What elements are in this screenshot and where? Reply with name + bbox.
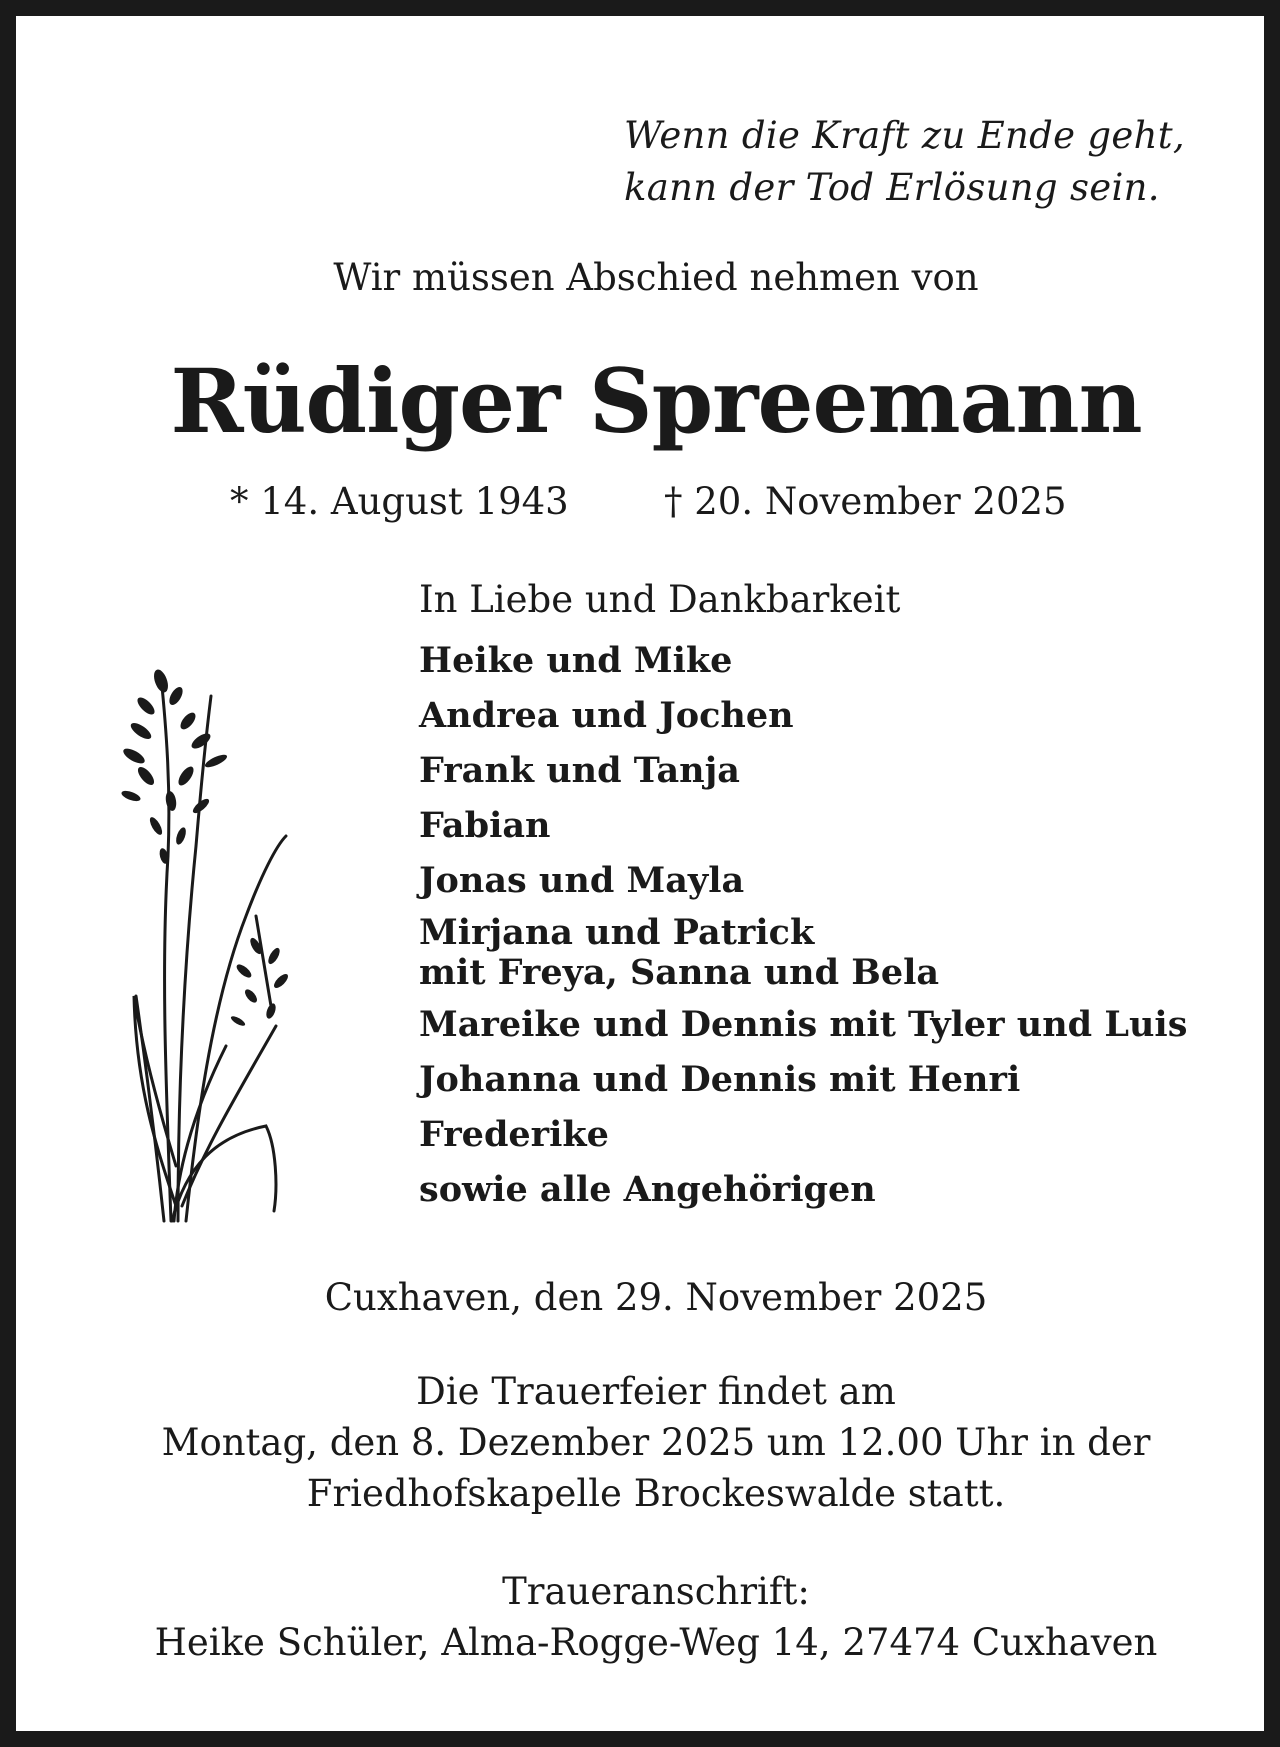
mourner-entry bbox=[419, 1167, 1187, 1213]
place-and-date: Cuxhaven, den 29. November 2025 bbox=[324, 1276, 988, 1319]
intro-text: Wir müssen Abschied nehmen von bbox=[333, 256, 979, 299]
deceased-name: Rüdiger Spreemann bbox=[170, 349, 1142, 453]
mourner-entry bbox=[419, 913, 1187, 993]
mourner-name: Frank und Tanja bbox=[419, 750, 740, 791]
address-value: Heike Schüler, Alma-Rogge-Weg 14, 27474 Cuxhaven bbox=[154, 1621, 1158, 1664]
dedication-text: In Liebe und Dankbarkeit bbox=[419, 578, 901, 621]
grass-icon bbox=[116, 666, 316, 1226]
mourner-name: Heike und Mike bbox=[419, 640, 733, 681]
mourner-name: Mirjana und Patrick bbox=[419, 912, 815, 953]
mourner-name: Andrea und Jochen bbox=[419, 695, 794, 736]
motto-line-1: Wenn die Kraft zu Ende geht, bbox=[624, 114, 1185, 157]
mourner-entry bbox=[419, 1112, 1187, 1158]
service-line-1: Die Trauerfeier findet am bbox=[416, 1370, 896, 1413]
funeral-service-info bbox=[16, 1366, 1280, 1519]
mourner-entry bbox=[419, 1057, 1187, 1103]
mourner-name-continued: mit Freya, Sanna und Bela bbox=[419, 952, 940, 993]
birth-date: * 14. August 1943 bbox=[230, 480, 569, 523]
mourner-name: Frederike bbox=[419, 1114, 609, 1155]
mourner-name: Fabian bbox=[419, 805, 551, 846]
motto-line-2: kann der Tod Erlösung sein. bbox=[624, 166, 1160, 209]
mourner-entry bbox=[419, 748, 1187, 794]
mourner-name: sowie alle Angehörigen bbox=[419, 1169, 876, 1210]
motto-quote bbox=[624, 110, 1185, 214]
death-date: † 20. November 2025 bbox=[664, 480, 1067, 523]
mourner-entry bbox=[419, 803, 1187, 849]
mourners-list bbox=[419, 638, 1187, 1222]
mourner-entry bbox=[419, 693, 1187, 739]
mourner-name: Mareike und Dennis mit Tyler und Luis bbox=[419, 1004, 1188, 1045]
mourner-entry bbox=[419, 858, 1187, 904]
service-line-3: Friedhofskapelle Brockeswalde statt. bbox=[306, 1472, 1006, 1515]
mourner-entry bbox=[419, 1002, 1187, 1048]
mourner-name: Jonas und Mayla bbox=[419, 860, 745, 901]
mourner-name: Johanna und Dennis mit Henri bbox=[419, 1059, 1021, 1100]
service-line-2: Montag, den 8. Dezember 2025 um 12.00 Uhr in der bbox=[161, 1421, 1151, 1464]
mourner-entry bbox=[419, 638, 1187, 684]
address-label: Traueranschrift: bbox=[502, 1570, 810, 1613]
mourning-address bbox=[16, 1566, 1280, 1668]
